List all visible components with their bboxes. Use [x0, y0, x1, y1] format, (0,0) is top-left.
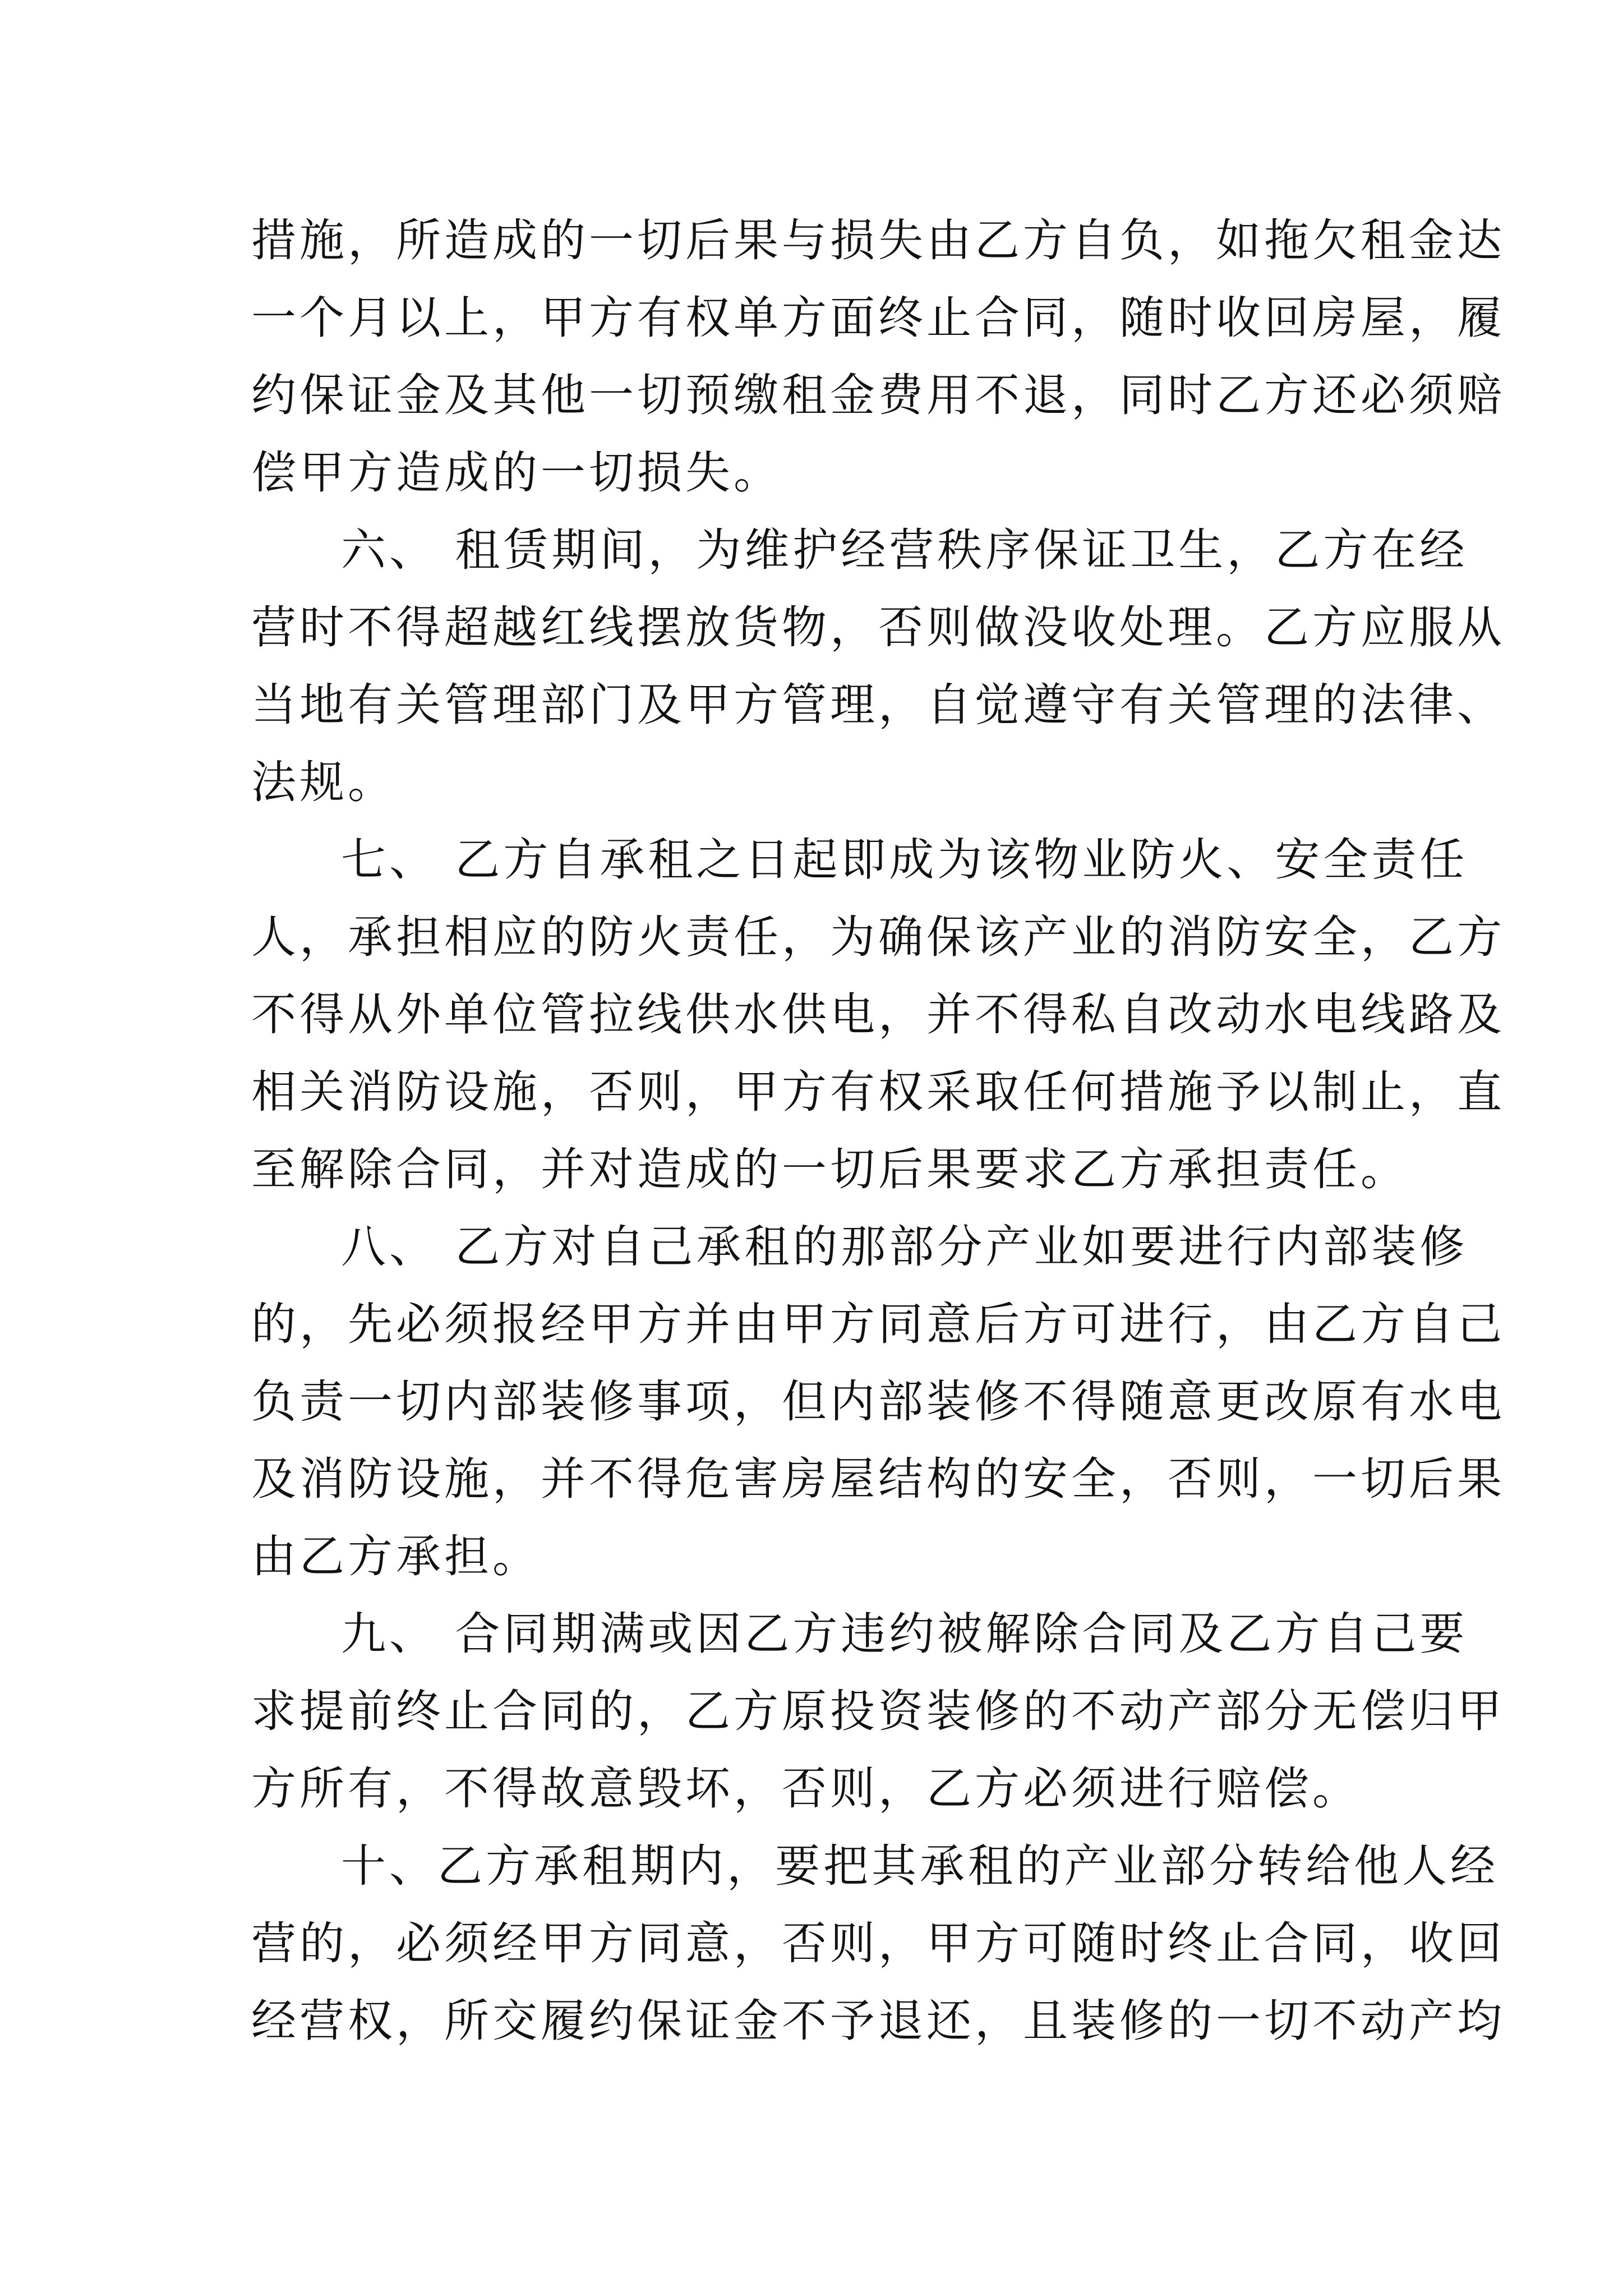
text-line: 人，承担相应的防火责任，为确保该产业的消防安全，乙方	[251, 911, 1505, 963]
contract-text	[251, 202, 1505, 2060]
clause-seven-heading-line: 七、 乙方自承租之日起即成为该物业防火、安全责任	[341, 834, 1468, 886]
text-line: 不得从外单位管拉线供水供电，并不得私自改动水电线路及	[251, 988, 1505, 1041]
text-line: 的，先必须报经甲方并由甲方同意后方可进行，由乙方自己	[251, 1298, 1505, 1350]
clause-nine-heading-line: 九、 合同期满或因乙方违约被解除合同及乙方自己要	[341, 1608, 1468, 1660]
clause-ten-heading-line: 十、乙方承租期内，要把其承租的产业部分转给他人经	[341, 1840, 1498, 1892]
clause-eight-heading-line: 八、 乙方对自己承租的那部分产业如要进行内部装修	[341, 1221, 1468, 1273]
text-line: 由乙方承担。	[251, 1530, 541, 1582]
clause-six-heading-line: 六、 租赁期间，为维护经营秩序保证卫生，乙方在经	[341, 524, 1468, 576]
text-line: 相关消防设施，否则，甲方有权采取任何措施予以制止，直	[251, 1066, 1505, 1118]
text-line: 求提前终止合同的，乙方原投资装修的不动产部分无偿归甲	[251, 1685, 1505, 1737]
text-line: 营时不得超越红线摆放货物，否则做没收处理。乙方应服从	[251, 601, 1505, 654]
text-line: 约保证金及其他一切预缴租金费用不退，同时乙方还必须赔	[251, 369, 1505, 421]
text-line: 营的，必须经甲方同意，否则，甲方可随时终止合同，收回	[251, 1917, 1505, 1970]
text-line: 措施，所造成的一切后果与损失由乙方自负，如拖欠租金达	[251, 214, 1505, 266]
text-line: 方所有，不得故意毁坏，否则，乙方必须进行赔偿。	[251, 1763, 1361, 1815]
text-line: 至解除合同，并对造成的一切后果要求乙方承担责任。	[251, 1143, 1409, 1195]
text-line: 一个月以上，甲方有权单方面终止合同，随时收回房屋，履	[251, 292, 1505, 344]
text-line: 偿甲方造成的一切损失。	[251, 447, 782, 499]
text-line: 负责一切内部装修事项，但内部装修不得随意更改原有水电	[251, 1375, 1505, 1428]
text-line: 及消防设施，并不得危害房屋结构的安全，否则，一切后果	[251, 1453, 1505, 1505]
text-line: 当地有关管理部门及甲方管理，自觉遵守有关管理的法律、	[251, 679, 1505, 731]
text-line: 经营权，所交履约保证金不予退还，且装修的一切不动产均	[251, 1995, 1505, 2047]
text-line: 法规。	[251, 756, 396, 808]
